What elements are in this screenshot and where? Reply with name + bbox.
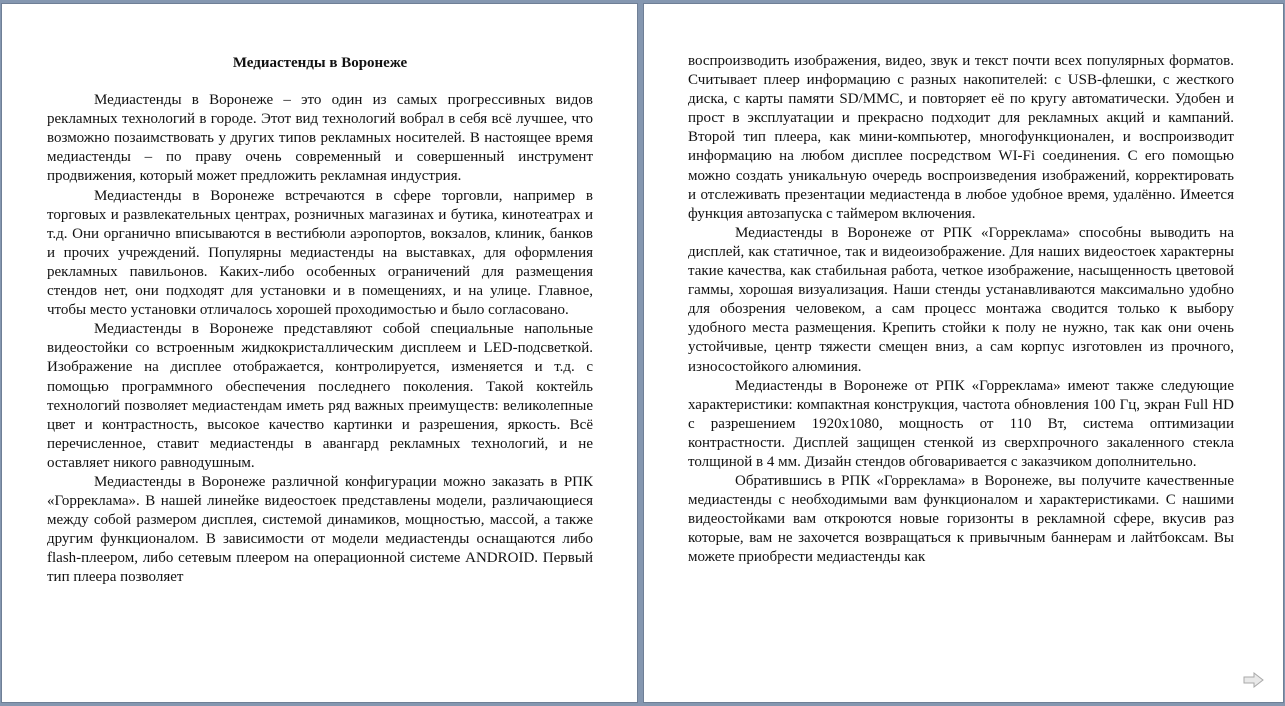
paragraph: Медиастенды в Воронеже от РПК «Горреклама» способны выводить на дисплей, как статичное, так и видеоизображение. Для наших видеостоек характерны такие качества, как стабильная работа, четкое изображение, насыщенность цветовой гаммы, хорошая визуализация. Наши стенды устанавливаются максимально удобно для обозрения человеком, а сам процесс монтажа сводится только к выбору удобного места размещения. Крепить стойки к полу не нужно, так как они очень устойчивые, центр тяжести смещен вниз, а сам корпус изготовлен из прочного, износостойкого алюминия. xyxy=(688,224,1234,375)
document-title: Медиастенды в Воронеже xyxy=(232,55,408,71)
paragraph-continuation: воспроизводить изображения, видео, звук и текст почти всех популярных форматов. Считывает плеер информацию с разных накопителей: с USB-флешки, с жесткого диска, с карты памяти SD/MMC, и повторяет её по кругу автоматически. Удобен и прост в эксплуатации и прекрасно подходит для рекламных акций и кампаний. Второй тип плеера, как мини-компьютер, многофункционален, и воспроизводит информацию на любом дисплее посредством WI-Fi соединения. С его помощью можно создать уникальную очередь воспроизведения изображений, корректировать и отслеживать презентации медиастенда в любое удобное время, удалённо. Имеется функция автозапуска с таймером включения. xyxy=(688,53,1234,222)
paragraph: Медиастенды в Воронеже – это один из самых прогрессивных видов рекламных технологий в городе. Этот вид технологий вобрал в себя всё лучшее, что возможно позаимствовать у других типов рекламных носителей. В настоящее время медиастенды – по праву очень современный и совершенный инструмент продвижения, который может предложить рекламная индустрия. xyxy=(47,92,593,185)
paragraph: Медиастенды в Воронеже встречаются в сфере торговли, например в торговых и развлекательных центрах, розничных магазинах и бутика, кинотеатрах и т.д. Они органично вписываются в вестибюли аэропортов, вокзалов, клиник, банков и прочих учреждений. Популярны медиастенды на выставках, для оформления рекламных павильонов. Каких-либо особенных ограничений для размещения стендов нет, они подходят для установки и в помещениях, и на улице. Главное, чтобы место установки отличалось хорошей проходимостью и было согласовано. xyxy=(47,187,593,319)
page-left-text xyxy=(47,54,593,588)
page-right-text xyxy=(688,52,1234,568)
document-page-left xyxy=(2,4,637,702)
document-page-right xyxy=(644,4,1283,702)
arrow-right-icon xyxy=(1243,672,1265,688)
paragraph: Медиастенды в Воронеже от РПК «Горреклама» имеют также следующие характеристики: компактная конструкция, частота обновления 100 Гц, экран Full HD с разрешением 1920x1080, мощность от 110 Вт, система оптимизации контрастности. Дисплей защищен стенкой из сверхпрочного закаленного стекла толщиной в 4 мм. Дизайн стендов обговаривается с заказчиком дополнительно. xyxy=(688,377,1234,470)
paragraph: Медиастенды в Воронеже различной конфигурации можно заказать в РПК «Горреклама». В нашей линейке видеостоек представлены модели, различающиеся между собой размером дисплея, системой динамиков, мощностью, массой, а также другим функционалом. В зависимости от модели медиастенды оснащаются либо flash-плеером, либо сетевым плеером на операционной системе ANDROID. Первый тип плеера позволяет xyxy=(47,473,593,586)
next-page-button[interactable] xyxy=(1243,672,1265,688)
paragraph: Медиастенды в Воронеже представляют собой специальные напольные видеостойки со встроенным жидкокристаллическим дисплеем и LED-подсветкой. Изображение на дисплее отображается, контролируется, изменяется и т.д. с помощью программного обеспечения последнего поколения. Такой коктейль технологий позволяет медиастендам иметь ряд важных преимуществ: великолепные цвет и контрастность, высокое качество картинки и разрешения, яркость. Всё перечисленное, ставит медиастенды в авангард рекламных технологий, и не оставляет никого равнодушным. xyxy=(47,321,593,471)
paragraph: Обратившись в РПК «Горреклама» в Воронеже, вы получите качественные медиастенды с необходимыми вам функционалом и характеристиками. С нашими видеостойками вам откроются новые горизонты в рекламной сфере, вкусив раз которые, вам не захочется возвращаться к привычным баннерам и лайтбоксам. Вы можете приобрести медиастенды как xyxy=(688,473,1234,566)
